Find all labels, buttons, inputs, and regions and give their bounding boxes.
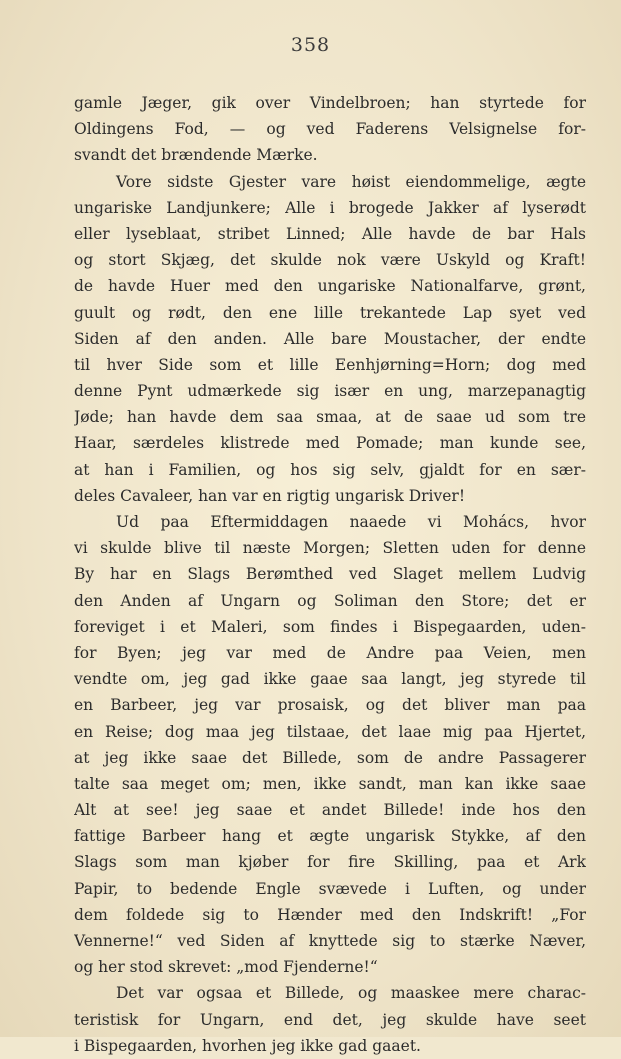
text-line: Vennerne!“ ved Siden af knyttede sig to stærke Næver, (74, 932, 586, 950)
text-line: svandt det brændende Mærke. (74, 146, 318, 165)
text-line: at jeg ikke saae det Billede, som de andre Passagerer (74, 748, 586, 767)
text-line: Ud paa Eftermiddagen naaede vi Mohács, hvor (116, 513, 586, 531)
page-number: 358 (290, 34, 331, 56)
text-line: Oldingens Fod, — og ved Faderens Velsignelse for- (74, 120, 586, 139)
text-line: de havde Huer med den ungariske Nationalfarve, grønt, (74, 277, 586, 296)
text-line: talte saa meget om; men, ikke sandt, man kan ikke saae (74, 774, 586, 793)
text-line: Alt at see! jeg saae et andet Billede! inde hos den (74, 801, 586, 820)
text-line: den Anden af Ungarn og Soliman den Store; det er (74, 591, 586, 610)
text-line: Haar, særdeles klistrede med Pomade; man kunde see, (74, 434, 586, 453)
text-line: i Bispegaarden, hvorhen jeg ikke gad gaaet. (74, 1036, 421, 1055)
text-line: og stort Skjæg, det skulde nok være Uskyld og Kraft! (74, 251, 586, 270)
text-line: for Byen; jeg var med de Andre paa Veien, men (74, 643, 586, 662)
text-line: Det var ogsaa et Billede, og maaskee mere charac- (116, 984, 586, 1003)
text-line: til hver Side som et lille Eenhjørning=Horn; dog med (74, 355, 586, 374)
text-line: fattige Barbeer hang et ægte ungarisk Stykke, af den (74, 827, 586, 846)
text-line: en Reise; dog maa jeg tilstaae, det laae mig paa Hjertet, (74, 722, 586, 741)
text-line: Siden af den anden. Alle bare Moustacher, der endte (74, 329, 586, 348)
text-line: Papir, to bedende Engle svævede i Luften, og under (74, 879, 586, 898)
text-line: vi skulde blive til næste Morgen; Sletten uden for denne (74, 539, 586, 558)
text-line: deles Cavaleer, han var en rigtig ungarisk Driver! (74, 486, 466, 505)
text-line: at han i Familien, og hos sig selv, gjaldt for en sær- (74, 460, 586, 479)
text-line: Vore sidste Gjester vare høist eiendommelige, ægte (116, 172, 586, 191)
text-line: By har en Slags Berømthed ved Slaget mellem Ludvig (74, 565, 586, 584)
text-line: Slags som man kjøber for fire Skilling, paa et Ark (74, 853, 586, 872)
text-line: eller lyseblaat, stribet Linned; Alle havde de bar Hals (74, 224, 586, 243)
text-line: vendte om, jeg gad ikke gaae saa langt, jeg styrede til (74, 670, 586, 689)
text-line: teristisk for Ungarn, end det, jeg skulde have seet (74, 1010, 586, 1029)
text-line: dem foldede sig to Hænder med den Indskrift! „For (74, 905, 586, 924)
text-line: guult og rødt, den ene lille trekantede Lap syet ved (74, 303, 586, 322)
body-text (74, 90, 586, 1059)
text-line: denne Pynt udmærkede sig især en ung, marzepanagtig (74, 382, 586, 401)
text-line: og her stod skrevet: „mod Fjenderne!“ (74, 958, 378, 977)
text-line: Jøde; han havde dem saa smaa, at de saae ud som tre (74, 408, 586, 427)
text-line: foreviget i et Maleri, som findes i Bispegaarden, uden- (74, 617, 586, 636)
text-line: gamle Jæger, gik over Vindelbroen; han styrtede for (74, 94, 586, 112)
text-line: ungariske Landjunkere; Alle i brogede Jakker af lyserødt (74, 198, 586, 217)
text-line: en Barbeer, jeg var prosaisk, og det bliver man paa (74, 696, 586, 715)
